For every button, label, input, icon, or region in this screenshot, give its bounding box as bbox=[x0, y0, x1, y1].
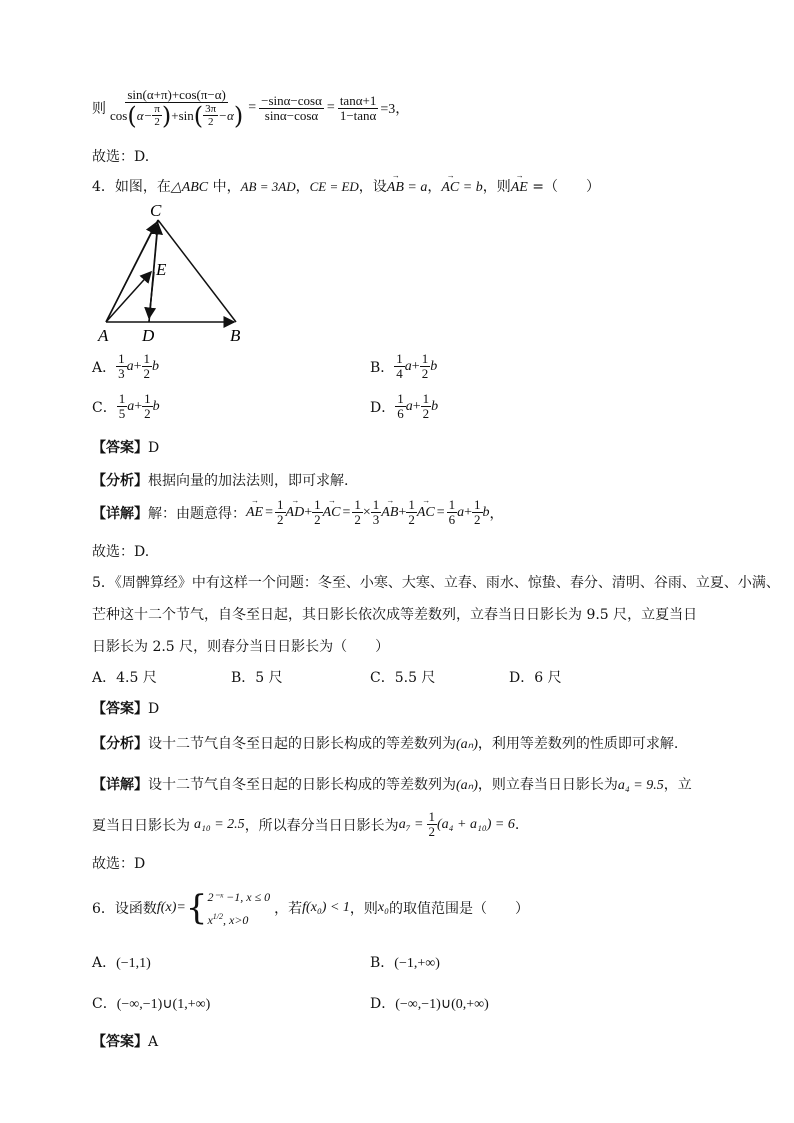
option-text: 6 尺 bbox=[534, 670, 562, 686]
analysis-text-a: 设十二节气自冬至日起的日影长构成的等差数列为 bbox=[148, 736, 456, 752]
prev-frac-2 bbox=[259, 94, 324, 123]
detail-text-a: 设十二节气自冬至日起的日影长构成的等差数列为 bbox=[148, 777, 456, 793]
times: × bbox=[362, 504, 371, 520]
option-text: 5.5 尺 bbox=[394, 670, 436, 686]
plus: + bbox=[304, 504, 313, 520]
q4-option-c[interactable] bbox=[92, 392, 160, 421]
eq: = bbox=[436, 504, 445, 520]
frac bbox=[394, 352, 405, 381]
prev-den-sin: +sin bbox=[171, 107, 194, 123]
q6-x0: x₀ bbox=[377, 900, 390, 915]
frac-num: 1 bbox=[118, 351, 125, 366]
option-text: 5 尺 bbox=[255, 670, 283, 686]
frac bbox=[116, 352, 127, 381]
prev-frac-2-den: sinα−cosα bbox=[264, 107, 319, 123]
option-letter: D． bbox=[370, 996, 396, 1012]
paren-open: ( bbox=[127, 101, 137, 130]
frac-num: 1 bbox=[314, 497, 321, 512]
frac-den: 3 bbox=[118, 366, 125, 381]
q5-option-b[interactable] bbox=[231, 667, 283, 687]
prev-den-cos: cos bbox=[110, 107, 128, 123]
q4-triangle: △ABC bbox=[170, 180, 209, 195]
side-cb bbox=[158, 220, 236, 322]
prev-frac-3-den: 1−tanα bbox=[339, 107, 377, 123]
q6-case-1: 2⁻ˣ −1, x ≤ 0 bbox=[207, 889, 271, 904]
vec-b: b bbox=[152, 398, 160, 414]
q4-zhong: 中， bbox=[208, 179, 241, 195]
vec-arrow-icon: → bbox=[328, 495, 336, 505]
a10-value: a₁₀ = 2.5 bbox=[194, 816, 245, 832]
vec-b: b bbox=[431, 398, 439, 414]
q5-line-2: 芒种这十二个节气，自冬至日起，其日影长依次成等差数列，立春当日日影长为 9.5 尺，立夏当日 bbox=[92, 607, 698, 623]
detail-tag: 【详解】 bbox=[92, 505, 148, 522]
q4-cond-1: AB = 3AD bbox=[240, 179, 296, 194]
vec-ac bbox=[322, 495, 341, 521]
q4-eq-a: = a bbox=[403, 180, 428, 195]
q4-vec-ae bbox=[510, 171, 528, 196]
option-letter: A． bbox=[92, 359, 117, 376]
threepi-num: 3π bbox=[205, 103, 217, 115]
vec-ed-line bbox=[149, 272, 154, 318]
detail-lead: 解：由题意得： bbox=[148, 505, 246, 522]
q5-detail-line-2 bbox=[92, 810, 519, 839]
option-letter: C． bbox=[370, 670, 395, 686]
q5-option-c[interactable] bbox=[370, 667, 435, 687]
option-letter: B． bbox=[370, 359, 395, 376]
frac-sixth bbox=[447, 498, 458, 527]
q6-option-d[interactable] bbox=[370, 993, 489, 1013]
q5-conclusion: 故选：D bbox=[92, 856, 146, 872]
prev-frac-3 bbox=[338, 94, 379, 123]
a7-label: a₇ = bbox=[398, 816, 424, 832]
brace-icon: { bbox=[185, 888, 208, 928]
detail-text-c: ，立 bbox=[663, 777, 692, 793]
q4-option-b[interactable] bbox=[370, 352, 437, 381]
q4-option-a[interactable] bbox=[92, 352, 159, 381]
case2-cond: , x>0 bbox=[223, 912, 249, 927]
q6-lead: 6．设函数 bbox=[92, 901, 157, 917]
q6-option-c[interactable] bbox=[92, 993, 210, 1013]
q4-ac: AC bbox=[441, 180, 460, 195]
q6-tail: 的取值范围是（ ） bbox=[389, 901, 530, 917]
frac-num: 1 bbox=[474, 497, 481, 512]
q6-fx: f(x)= bbox=[156, 900, 186, 915]
detail2-text-a: 夏当日日影长为 bbox=[92, 817, 190, 834]
q4-sep-4: ，则 bbox=[482, 179, 511, 195]
q4-option-d[interactable] bbox=[370, 392, 438, 421]
q4-sep-2: ，设 bbox=[358, 179, 387, 195]
vec-ac-line bbox=[106, 223, 156, 322]
eq: = bbox=[265, 504, 274, 520]
label-d: D bbox=[142, 326, 155, 345]
prev-frac-2-num: −sinα−cosα bbox=[261, 92, 322, 108]
detail2-text-b: ，所以春分当日日影长为 bbox=[244, 817, 399, 834]
detail-text-b: ，则立春当日日影长为 bbox=[477, 777, 618, 793]
q6-cond: f(x₀) < 1 bbox=[302, 900, 350, 915]
frac-num: 1 bbox=[144, 391, 151, 406]
answer-tag: 【答案】 bbox=[92, 701, 148, 717]
q6-mid2: ，则 bbox=[349, 901, 378, 917]
q5-line-1: 5．《周髀算经》中有这样一个问题：冬至、小寒、大寒、立春、雨水、惊蛰、春分、清明、谷雨、立夏、小满、 bbox=[92, 575, 780, 591]
plus: + bbox=[134, 398, 143, 414]
paren-open-2: ( bbox=[193, 101, 204, 130]
pi-den: 2 bbox=[154, 116, 160, 128]
frac-den: 2 bbox=[422, 406, 430, 421]
option-text: 4.5 尺 bbox=[116, 670, 157, 686]
frac-den: 2 bbox=[428, 824, 436, 839]
frac-half bbox=[472, 498, 483, 527]
vec-arrow-icon: → bbox=[446, 171, 454, 180]
vec-arrow-icon: → bbox=[386, 495, 394, 505]
vec-arrow-icon: → bbox=[391, 171, 399, 180]
frac-half bbox=[427, 810, 438, 839]
q5-analysis bbox=[92, 733, 678, 753]
q5-option-a[interactable] bbox=[92, 667, 157, 687]
answer-value: D bbox=[148, 701, 160, 717]
a7-expr: (a₄ + a₁₀) = 6 bbox=[437, 816, 515, 832]
plus: + bbox=[412, 398, 421, 414]
eq-sign-2: = bbox=[326, 100, 335, 115]
vec-arrow-icon: → bbox=[291, 495, 299, 505]
vec-ac bbox=[416, 495, 435, 521]
frac bbox=[395, 392, 406, 421]
frac-den: 2 bbox=[314, 512, 321, 527]
vec-ad bbox=[285, 495, 305, 521]
frac-den: 2 bbox=[354, 512, 361, 527]
option-text: (−∞,−1)∪(1,+∞) bbox=[116, 997, 211, 1012]
q4-answer bbox=[92, 437, 159, 457]
answer-value: D bbox=[148, 440, 160, 456]
q6-mid: ，若 bbox=[274, 901, 303, 917]
q4-vec-ac bbox=[441, 171, 460, 196]
vec-arrow-icon: → bbox=[422, 495, 430, 505]
analysis-tag: 【分析】 bbox=[92, 473, 148, 489]
q4-triangle-figure bbox=[92, 200, 262, 350]
plus: + bbox=[133, 358, 142, 374]
q6-option-a[interactable] bbox=[92, 952, 151, 972]
prev-solution-formula bbox=[92, 80, 409, 136]
prev-3pi-over-2 bbox=[203, 103, 218, 128]
vec-ae bbox=[246, 495, 264, 521]
answer-value: A bbox=[148, 1034, 159, 1050]
case2-exp: 1/2 bbox=[212, 911, 223, 921]
frac bbox=[142, 392, 153, 421]
analysis-tag: 【分析】 bbox=[92, 736, 148, 752]
detail-tag: 【详解】 bbox=[92, 777, 148, 793]
q5-answer bbox=[92, 698, 159, 718]
prev-conclusion: 故选：D. bbox=[92, 149, 150, 165]
q4-analysis bbox=[92, 470, 348, 490]
option-letter: B． bbox=[370, 955, 395, 971]
vec-a: a bbox=[457, 504, 465, 520]
seq-an: (aₙ) bbox=[456, 778, 478, 793]
option-letter: A． bbox=[92, 955, 117, 971]
frac-half bbox=[312, 498, 323, 527]
analysis-text: 根据向量的加法法则，即可求解. bbox=[148, 473, 349, 489]
frac-num: 1 bbox=[397, 391, 404, 406]
q6-case-2 bbox=[207, 907, 270, 930]
frac-num: 1 bbox=[422, 391, 430, 406]
prev-frac-1 bbox=[108, 88, 245, 128]
option-letter: A． bbox=[92, 670, 117, 686]
q5-option-d[interactable] bbox=[509, 667, 562, 687]
q4-ab: AB bbox=[386, 180, 404, 195]
plus: + bbox=[398, 504, 407, 520]
frac-den: 2 bbox=[421, 366, 429, 381]
a4-value: a₄ = 9.5 bbox=[617, 778, 664, 793]
vec-ac-text: AC bbox=[416, 504, 435, 520]
q6-cases bbox=[207, 887, 270, 930]
option-letter: D． bbox=[370, 399, 396, 416]
period: . bbox=[514, 816, 520, 833]
comma: ， bbox=[489, 505, 504, 522]
label-a: A bbox=[98, 326, 109, 345]
eq: = bbox=[342, 504, 351, 520]
frac-den: 6 bbox=[397, 406, 404, 421]
prev-prefix: 则 bbox=[92, 101, 106, 117]
prev-den-alpha-minus: α− bbox=[136, 107, 153, 123]
vec-b: b bbox=[430, 358, 438, 374]
frac-num: 1 bbox=[354, 497, 361, 512]
frac-num: 1 bbox=[448, 497, 456, 512]
vec-a: a bbox=[127, 398, 135, 414]
answer-tag: 【答案】 bbox=[92, 1034, 148, 1050]
analysis-text-b: ，利用等差数列的性质即可求解. bbox=[477, 736, 679, 752]
frac-den: 3 bbox=[372, 512, 380, 527]
vec-a: a bbox=[405, 398, 413, 414]
frac-num: 1 bbox=[372, 497, 380, 512]
vec-a: a bbox=[404, 358, 412, 374]
prev-frac-1-den bbox=[108, 103, 245, 128]
frac-den: 5 bbox=[118, 406, 126, 421]
answer-tag: 【答案】 bbox=[92, 440, 148, 456]
vec-a: a bbox=[126, 358, 134, 374]
frac-den: 2 bbox=[408, 512, 415, 527]
frac-den: 2 bbox=[277, 512, 284, 527]
eq-sign-1: = bbox=[248, 100, 257, 115]
frac-den: 4 bbox=[396, 366, 403, 381]
q4-conclusion: 故选：D. bbox=[92, 544, 150, 560]
frac bbox=[142, 352, 153, 381]
q4-eq-b: = b bbox=[459, 180, 483, 195]
paren-close-2: ) bbox=[233, 101, 244, 130]
vec-ac-text: AC bbox=[322, 504, 341, 520]
option-text: (−1,+∞) bbox=[394, 956, 440, 971]
frac bbox=[117, 392, 128, 421]
q4-sep-1: ， bbox=[295, 179, 310, 195]
frac bbox=[421, 392, 432, 421]
label-e: E bbox=[156, 260, 167, 279]
plus: + bbox=[464, 504, 473, 520]
frac-half bbox=[275, 498, 286, 527]
frac-num: 1 bbox=[118, 391, 126, 406]
q4-tail: =（ ） bbox=[527, 179, 600, 195]
label-b: B bbox=[230, 326, 241, 345]
frac bbox=[420, 352, 431, 381]
frac-half bbox=[406, 498, 417, 527]
frac-num: 1 bbox=[408, 497, 415, 512]
vec-ad-text: AD bbox=[285, 504, 305, 520]
q4-lead: 4．如图，在 bbox=[92, 179, 171, 195]
vec-arrow-icon: → bbox=[515, 171, 523, 180]
case2-base: x bbox=[207, 912, 213, 927]
prev-pi-over-2 bbox=[152, 103, 162, 128]
q4-ae: AE bbox=[510, 180, 528, 195]
frac-half bbox=[352, 498, 363, 527]
q5-detail-line-1 bbox=[92, 774, 692, 794]
option-letter: B． bbox=[231, 670, 256, 686]
vec-arrow-icon: → bbox=[251, 495, 259, 505]
prev-frac-3-num: tanα+1 bbox=[339, 92, 377, 108]
q5-line-3: 日影长为 2.5 尺，则春分当日日影长为（ ） bbox=[92, 639, 390, 655]
frac-num: 1 bbox=[421, 351, 429, 366]
paren-close: ) bbox=[161, 101, 172, 130]
q4-detail bbox=[92, 495, 504, 527]
vec-b: b bbox=[152, 358, 160, 374]
frac-den: 2 bbox=[144, 406, 151, 421]
vec-b: b bbox=[482, 504, 490, 520]
frac-num: 1 bbox=[277, 497, 284, 512]
seq-an: (aₙ) bbox=[456, 737, 478, 752]
q4-vec-ab bbox=[386, 171, 404, 196]
q4-cond-2: CE = ED bbox=[309, 179, 359, 194]
pi-num: π bbox=[154, 103, 160, 115]
vec-ab-text: AB bbox=[381, 504, 399, 520]
q6-stem bbox=[92, 882, 529, 934]
q4-stem bbox=[92, 171, 600, 196]
frac-den: 6 bbox=[448, 512, 456, 527]
q6-option-b[interactable] bbox=[370, 952, 440, 972]
option-text: (−∞,−1)∪(0,+∞) bbox=[395, 997, 489, 1012]
prev-result: =3， bbox=[380, 102, 410, 117]
threepi-den: 2 bbox=[207, 116, 214, 128]
frac-third bbox=[371, 498, 382, 527]
frac-num: 1 bbox=[428, 809, 436, 824]
vec-ae-text: AE bbox=[246, 504, 264, 520]
prev-frac-1-num: sin(α+π)+cos(π−α) bbox=[127, 87, 226, 102]
label-c: C bbox=[150, 201, 162, 220]
plus: + bbox=[411, 358, 420, 374]
frac-den: 2 bbox=[143, 366, 151, 381]
option-letter: C． bbox=[92, 996, 117, 1012]
frac-den: 2 bbox=[474, 512, 481, 527]
option-letter: C． bbox=[92, 399, 117, 416]
option-text: (−1,1) bbox=[116, 956, 151, 971]
frac-num: 1 bbox=[143, 351, 151, 366]
q4-sep-3: ， bbox=[427, 179, 442, 195]
option-letter: D． bbox=[509, 670, 535, 686]
vec-ab bbox=[381, 495, 399, 521]
frac-num: 1 bbox=[396, 351, 403, 366]
q6-answer bbox=[92, 1031, 158, 1051]
prev-den-minus-alpha: −α bbox=[218, 107, 234, 123]
